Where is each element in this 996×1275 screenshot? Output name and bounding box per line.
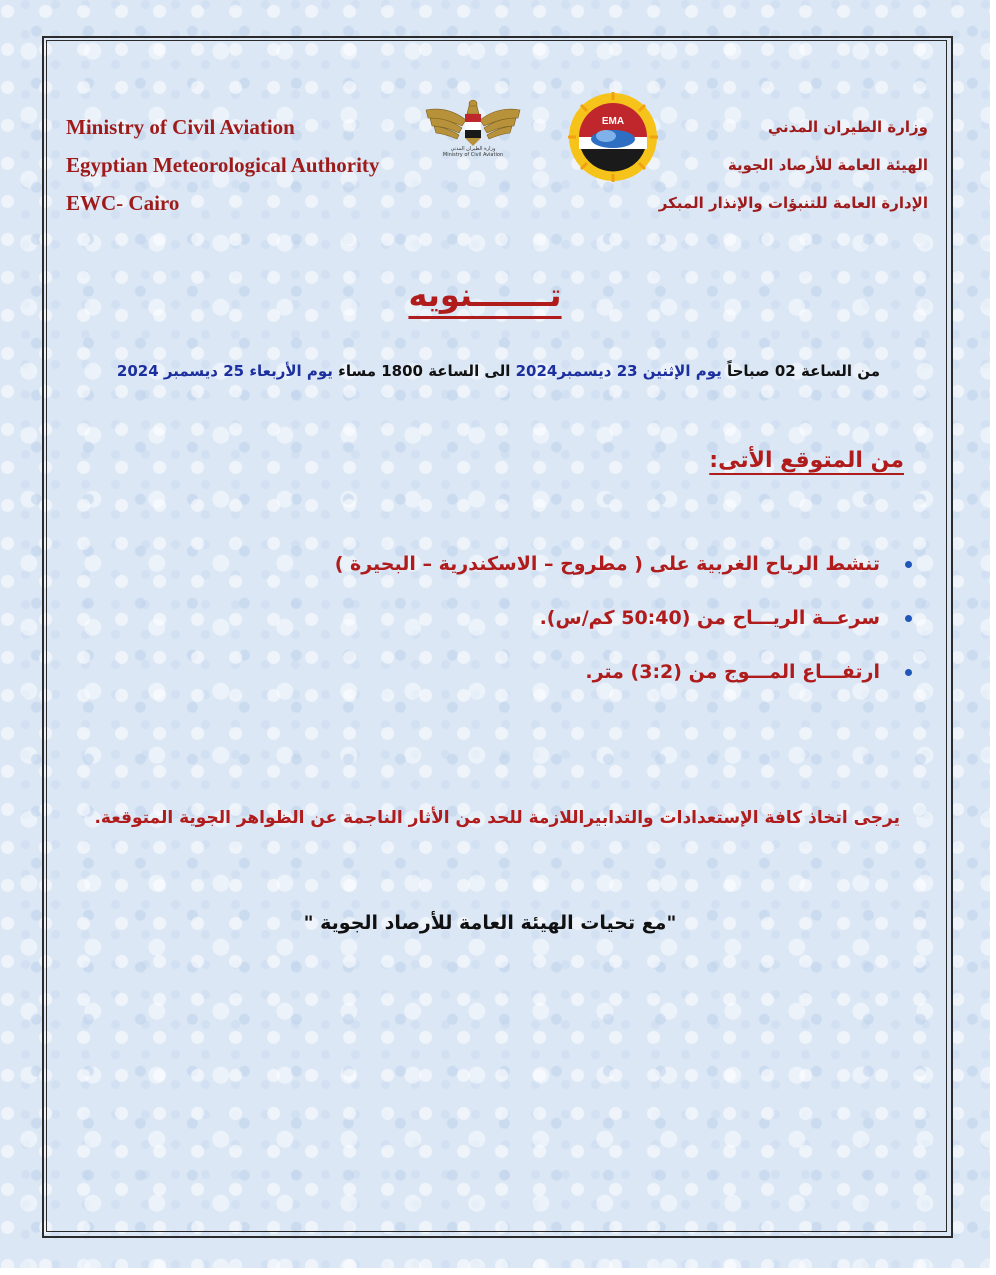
- list-item: [260, 546, 880, 600]
- validity-period: [80, 362, 880, 380]
- validity-end-time: الى الساعة 1800 مساء: [332, 362, 516, 380]
- expected-heading: من المتوقع الأتى:: [709, 448, 904, 473]
- forecast-wave-height-text: ارتفـــاع المـــوج من (3:2) متر.: [585, 661, 880, 683]
- notice-title: [300, 276, 670, 314]
- ema-logo-text: EMA: [601, 116, 625, 127]
- ministry-name-ar: وزارة الطيران المدني: [767, 118, 928, 136]
- english-header: [66, 108, 426, 222]
- authority-name-en: Egyptian Meteorological Authority: [66, 153, 380, 177]
- list-item: [260, 600, 880, 654]
- validity-start-time: من الساعة 02 صباحاً: [721, 362, 880, 380]
- bullet-icon: [905, 561, 912, 568]
- ministry-name-en: Ministry of Civil Aviation: [66, 115, 295, 139]
- bullet-icon: [905, 669, 912, 676]
- center-name-en: EWC- Cairo: [66, 191, 180, 215]
- forecast-list: [260, 546, 880, 708]
- forecast-wind-speed-text: سرعــة الريـــاح من (50:40 كم/س).: [539, 607, 880, 629]
- center-name-ar: الإدارة العامة للتنبؤات والإنذار المبكر: [658, 194, 928, 212]
- advice-text: يرجى اتخاذ كافة الإستعدادات والتدابيراللازمة للحد من الأثار الناجمة عن الظواهر الجوية المتوقعة.: [94, 808, 900, 828]
- validity-end-date: يوم الأربعاء 25 ديسمبر 2024: [116, 362, 333, 380]
- arabic-header: [598, 108, 928, 222]
- authority-name-ar: الهيئة العامة للأرصاد الجوية: [727, 156, 928, 174]
- bullet-icon: [905, 615, 912, 622]
- validity-start-date: يوم الإثنين 23 ديسمبر2024: [515, 362, 722, 380]
- notice-title-text: تـــــــنويه: [408, 276, 562, 314]
- eagle-logo-caption: وزارة الطيران المدني Ministry of Civil Aviation: [442, 146, 504, 158]
- forecast-winds-text: تنشط الرياح الغربية على ( مطروح – الاسكندرية – البحيرة ): [334, 553, 880, 575]
- list-item: [260, 654, 880, 708]
- closing-greeting: "مع تحيات الهيئة العامة للأرصاد الجوية ": [303, 912, 677, 934]
